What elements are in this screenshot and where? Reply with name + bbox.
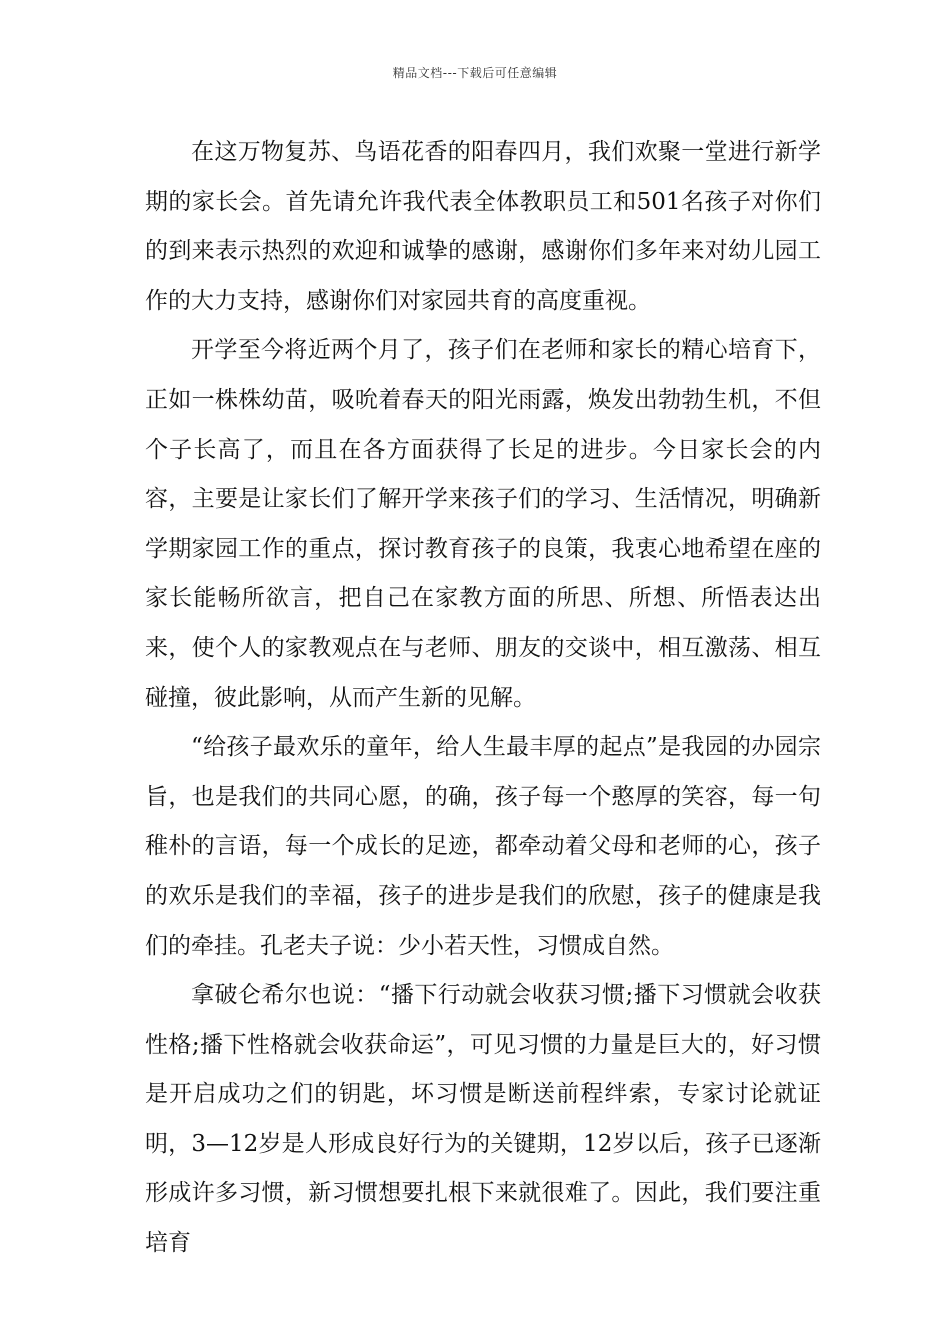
document-body	[145, 128, 821, 1269]
paragraph-1: 在这万物复苏、鸟语花香的阳春四月，我们欢聚一堂进行新学期的家长会。首先请允许我代表全体教职员工和501名孩子对你们的到来表示热烈的欢迎和诚挚的感谢，感谢你们多年来对幼儿园工作的大力支持，感谢你们对家园共育的高度重视。	[145, 139, 821, 314]
page-header: 精品文档---下载后可任意编辑	[392, 66, 558, 80]
paragraph-2: 开学至今将近两个月了，孩子们在老师和家长的精心培育下，正如一株株幼苗，吸吮着春天的阳光雨露，焕发出勃勃生机，不但个子长高了，而且在各方面获得了长足的进步。今日家长会的内容，主要是让家长们了解开学来孩子们的学习、生活情况，明确新学期家园工作的重点，探讨教育孩子的良策，我衷心地希望在座的家长能畅所欲言，把自己在家教方面的所思、所想、所悟表达出来，使个人的家教观点在与老师、朋友的交谈中，相互激荡、相互碰撞，彼此影响，从而产生新的见解。	[145, 337, 821, 711]
paragraph-3: “给孩子最欢乐的童年，给人生最丰厚的起点”是我园的办园宗旨，也是我们的共同心愿，的确，孩子每一个憨厚的笑容，每一句稚朴的言语，每一个成长的足迹，都牵动着父母和老师的心，孩子的欢乐是我们的幸福，孩子的进步是我们的欣慰，孩子的健康是我们的牵挂。孔老夫子说：少小若天性，习惯成自然。	[145, 734, 821, 959]
paragraph-4: 拿破仑希尔也说：“播下行动就会收获习惯;播下习惯就会收获性格;播下性格就会收获命运”，可见习惯的力量是巨大的，好习惯是开启成功之们的钥匙，坏习惯是断送前程绊索，专家讨论就证明，3—12岁是人形成良好行为的关键期，12岁以后，孩子已逐渐形成许多习惯，新习惯想要扎根下来就很难了。因此，我们要注重培育	[145, 982, 821, 1257]
